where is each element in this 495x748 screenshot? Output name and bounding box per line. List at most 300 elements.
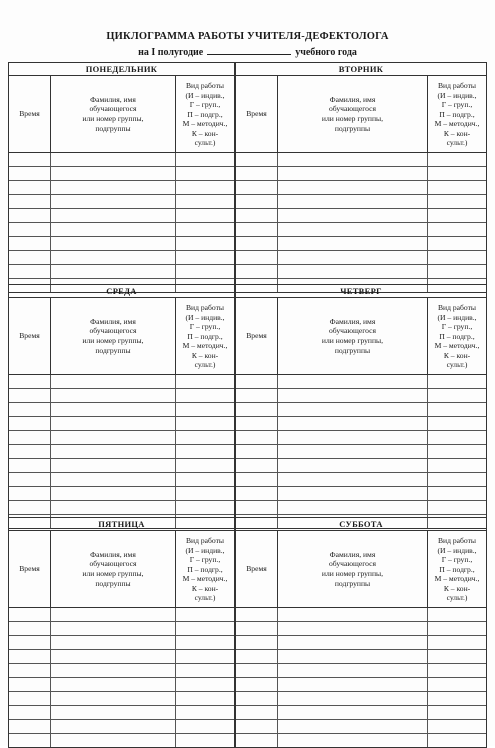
table-row <box>236 720 486 734</box>
header-text-line: К – кон- <box>443 583 471 593</box>
empty-cell[interactable] <box>428 622 486 635</box>
header-text-line: сульт.) <box>446 593 468 603</box>
day-title-friday: ПЯТНИЦА <box>9 518 234 531</box>
empty-cell[interactable] <box>176 501 234 514</box>
empty-cell[interactable] <box>428 445 486 458</box>
empty-cell[interactable] <box>9 706 51 719</box>
empty-cell[interactable] <box>176 251 234 264</box>
column-header-time: Время <box>9 76 51 152</box>
empty-cell[interactable] <box>51 375 176 388</box>
empty-cell[interactable] <box>278 501 428 514</box>
empty-cell[interactable] <box>51 692 176 705</box>
empty-cell[interactable] <box>236 237 278 250</box>
table-row <box>236 706 486 720</box>
table-row <box>9 664 234 678</box>
empty-cell[interactable] <box>176 459 234 472</box>
empty-cell[interactable] <box>176 195 234 208</box>
empty-cell[interactable] <box>236 181 278 194</box>
column-header-time: Время <box>236 76 278 152</box>
day-title-thursday: ЧЕТВЕРГ <box>236 285 486 298</box>
header-text-line: Вид работы <box>437 302 477 312</box>
header-text-line: Вид работы <box>185 535 225 545</box>
empty-cell[interactable] <box>278 265 428 278</box>
empty-cell[interactable] <box>9 431 51 444</box>
day-title-tuesday: ВТОРНИК <box>236 63 486 76</box>
header-text-line: Вид работы <box>437 80 477 90</box>
empty-cell[interactable] <box>278 153 428 166</box>
empty-cell[interactable] <box>9 389 51 402</box>
table-row <box>236 445 486 459</box>
empty-cell[interactable] <box>51 636 176 649</box>
table-row <box>9 636 234 650</box>
empty-cell[interactable] <box>278 417 428 430</box>
table-row <box>9 265 234 279</box>
empty-cell[interactable] <box>236 734 278 747</box>
column-header-time: Время <box>9 531 51 607</box>
empty-cell[interactable] <box>428 181 486 194</box>
empty-cell[interactable] <box>176 237 234 250</box>
table-row <box>236 431 486 445</box>
empty-cell[interactable] <box>236 459 278 472</box>
empty-cell[interactable] <box>51 195 176 208</box>
empty-cell[interactable] <box>51 650 176 663</box>
header-text-line: П – подгр., <box>187 331 223 341</box>
table-row <box>236 195 486 209</box>
subtitle-suffix: учебного года <box>295 47 357 58</box>
column-header-name <box>278 76 428 152</box>
table-row <box>9 678 234 692</box>
empty-cell[interactable] <box>176 608 234 621</box>
empty-cell[interactable] <box>278 375 428 388</box>
empty-cell[interactable] <box>236 209 278 222</box>
header-text-line: сульт.) <box>194 138 216 148</box>
empty-cell[interactable] <box>278 636 428 649</box>
empty-cell[interactable] <box>51 734 176 747</box>
empty-cell[interactable] <box>9 251 51 264</box>
header-text-line: М – методич., <box>182 574 228 584</box>
table-row <box>236 650 486 664</box>
day-block-thursday <box>235 284 487 529</box>
header-text-line: Фамилия, имя <box>90 316 136 326</box>
header-text-line: подгруппы <box>334 345 371 355</box>
empty-cell[interactable] <box>9 265 51 278</box>
empty-cell[interactable] <box>428 501 486 514</box>
empty-cell[interactable] <box>51 209 176 222</box>
table-header <box>236 531 486 608</box>
year-blank-line[interactable] <box>207 45 291 55</box>
empty-cell[interactable] <box>176 223 234 236</box>
empty-cell[interactable] <box>9 487 51 500</box>
empty-cell[interactable] <box>428 251 486 264</box>
empty-cell[interactable] <box>278 622 428 635</box>
table-row <box>9 487 234 501</box>
header-text-line: сульт.) <box>194 593 216 603</box>
table-row <box>236 692 486 706</box>
empty-cell[interactable] <box>278 431 428 444</box>
empty-cell[interactable] <box>9 692 51 705</box>
empty-cell[interactable] <box>9 375 51 388</box>
empty-cell[interactable] <box>278 487 428 500</box>
empty-cell[interactable] <box>236 223 278 236</box>
empty-cell[interactable] <box>236 431 278 444</box>
empty-cell[interactable] <box>51 608 176 621</box>
empty-cell[interactable] <box>278 223 428 236</box>
empty-cell[interactable] <box>236 251 278 264</box>
table-row <box>236 167 486 181</box>
table-row <box>236 622 486 636</box>
document-title: ЦИКЛОГРАММА РАБОТЫ УЧИТЕЛЯ-ДЕФЕКТОЛОГА <box>106 31 389 42</box>
empty-cell[interactable] <box>9 650 51 663</box>
empty-cell[interactable] <box>278 181 428 194</box>
header-text-line: М – методич., <box>434 574 480 584</box>
empty-cell[interactable] <box>236 265 278 278</box>
empty-cell[interactable] <box>236 167 278 180</box>
empty-cell[interactable] <box>428 487 486 500</box>
empty-cell[interactable] <box>176 181 234 194</box>
header-text-line: Г – груп., <box>441 322 473 332</box>
table-row <box>9 403 234 417</box>
empty-cell[interactable] <box>278 734 428 747</box>
table-row <box>9 734 234 747</box>
empty-cell[interactable] <box>9 445 51 458</box>
table-row <box>9 459 234 473</box>
empty-cell[interactable] <box>51 181 176 194</box>
table-row <box>236 487 486 501</box>
header-text-line: обучающегося <box>89 326 137 336</box>
empty-cell[interactable] <box>278 403 428 416</box>
table-row <box>236 389 486 403</box>
column-header-name <box>51 531 176 607</box>
empty-cell[interactable] <box>176 445 234 458</box>
table-body <box>9 153 234 292</box>
header-text-line: или номер группы, <box>82 569 144 578</box>
table-row <box>236 417 486 431</box>
empty-cell[interactable] <box>176 167 234 180</box>
empty-cell[interactable] <box>428 389 486 402</box>
header-text-line: Г – груп., <box>441 555 473 565</box>
empty-cell[interactable] <box>176 473 234 486</box>
table-row <box>236 375 486 389</box>
empty-cell[interactable] <box>176 389 234 402</box>
week-section <box>8 284 487 517</box>
empty-cell[interactable] <box>236 389 278 402</box>
table-row <box>9 237 234 251</box>
column-header-work-type <box>428 531 486 607</box>
empty-cell[interactable] <box>176 265 234 278</box>
empty-cell[interactable] <box>236 720 278 733</box>
empty-cell[interactable] <box>51 622 176 635</box>
header-text-line: П – подгр., <box>439 331 475 341</box>
column-header-time: Время <box>236 531 278 607</box>
table-row <box>9 251 234 265</box>
empty-cell[interactable] <box>51 153 176 166</box>
header-text-line: или номер группы, <box>321 336 384 345</box>
empty-cell[interactable] <box>278 167 428 180</box>
empty-cell[interactable] <box>236 501 278 514</box>
empty-cell[interactable] <box>428 706 486 719</box>
empty-cell[interactable] <box>428 195 486 208</box>
empty-cell[interactable] <box>176 678 234 691</box>
empty-cell[interactable] <box>236 153 278 166</box>
day-block-wednesday <box>8 284 235 529</box>
empty-cell[interactable] <box>428 223 486 236</box>
empty-cell[interactable] <box>428 403 486 416</box>
column-header-name <box>51 298 176 374</box>
empty-cell[interactable] <box>428 473 486 486</box>
empty-cell[interactable] <box>428 459 486 472</box>
empty-cell[interactable] <box>9 720 51 733</box>
empty-cell[interactable] <box>278 706 428 719</box>
table-row <box>9 153 234 167</box>
empty-cell[interactable] <box>236 636 278 649</box>
empty-cell[interactable] <box>176 209 234 222</box>
empty-cell[interactable] <box>428 650 486 663</box>
day-block-friday <box>8 517 235 748</box>
empty-cell[interactable] <box>176 720 234 733</box>
empty-cell[interactable] <box>176 622 234 635</box>
table-body <box>236 375 486 528</box>
empty-cell[interactable] <box>176 417 234 430</box>
empty-cell[interactable] <box>278 650 428 663</box>
empty-cell[interactable] <box>9 678 51 691</box>
empty-cell[interactable] <box>278 445 428 458</box>
empty-cell[interactable] <box>51 459 176 472</box>
empty-cell[interactable] <box>9 473 51 486</box>
empty-cell[interactable] <box>51 431 176 444</box>
empty-cell[interactable] <box>176 734 234 747</box>
header-text-line: подгруппы <box>95 123 131 133</box>
table-row <box>9 223 234 237</box>
header-text-line: П – подгр., <box>187 564 223 574</box>
empty-cell[interactable] <box>9 181 51 194</box>
empty-cell[interactable] <box>428 678 486 691</box>
empty-cell[interactable] <box>278 692 428 705</box>
table-row <box>236 501 486 515</box>
header-text-line: Вид работы <box>437 535 477 545</box>
empty-cell[interactable] <box>9 622 51 635</box>
day-title-saturday: СУББОТА <box>236 518 486 531</box>
header-text-line: Фамилия, имя <box>329 316 376 326</box>
column-header-name <box>51 76 176 152</box>
column-header-work-type <box>176 298 234 374</box>
header-text-line: подгруппы <box>95 345 131 355</box>
header-text-line: сульт.) <box>194 360 216 370</box>
table-row <box>9 181 234 195</box>
empty-cell[interactable] <box>176 431 234 444</box>
table-header <box>236 298 486 375</box>
empty-cell[interactable] <box>428 692 486 705</box>
header-text-line: К – кон- <box>443 350 471 360</box>
table-body <box>236 153 486 292</box>
empty-cell[interactable] <box>428 664 486 677</box>
table-row <box>9 608 234 622</box>
empty-cell[interactable] <box>236 608 278 621</box>
empty-cell[interactable] <box>428 265 486 278</box>
table-row <box>236 153 486 167</box>
table-header <box>9 531 234 608</box>
day-title-wednesday: СРЕДА <box>9 285 234 298</box>
header-text-line: или номер группы, <box>321 569 384 578</box>
empty-cell[interactable] <box>278 459 428 472</box>
header-text-line: обучающегося <box>328 104 376 114</box>
table-row <box>9 431 234 445</box>
empty-cell[interactable] <box>51 664 176 677</box>
table-row <box>9 375 234 389</box>
header-text-line: М – методич., <box>434 341 480 351</box>
empty-cell[interactable] <box>9 734 51 747</box>
table-row <box>9 167 234 181</box>
empty-cell[interactable] <box>51 403 176 416</box>
header-text-line: подгруппы <box>95 578 131 588</box>
table-row <box>236 664 486 678</box>
header-text-line: К – кон- <box>191 350 219 360</box>
table-row <box>9 473 234 487</box>
empty-cell[interactable] <box>278 473 428 486</box>
empty-cell[interactable] <box>9 664 51 677</box>
empty-cell[interactable] <box>176 664 234 677</box>
empty-cell[interactable] <box>51 473 176 486</box>
empty-cell[interactable] <box>51 501 176 514</box>
empty-cell[interactable] <box>236 664 278 677</box>
empty-cell[interactable] <box>51 487 176 500</box>
empty-cell[interactable] <box>51 167 176 180</box>
header-text-line: или номер группы, <box>82 336 144 345</box>
column-header-work-type <box>176 76 234 152</box>
table-row <box>9 720 234 734</box>
empty-cell[interactable] <box>428 153 486 166</box>
table-row <box>9 692 234 706</box>
header-text-line: Г – груп., <box>189 100 221 110</box>
table-row <box>236 237 486 251</box>
empty-cell[interactable] <box>51 417 176 430</box>
header-text-line: К – кон- <box>191 128 219 138</box>
empty-cell[interactable] <box>236 706 278 719</box>
header-text-line: или номер группы, <box>321 114 384 123</box>
table-row <box>9 195 234 209</box>
table-row <box>236 473 486 487</box>
empty-cell[interactable] <box>176 375 234 388</box>
empty-cell[interactable] <box>9 237 51 250</box>
empty-cell[interactable] <box>236 650 278 663</box>
empty-cell[interactable] <box>9 459 51 472</box>
empty-cell[interactable] <box>51 223 176 236</box>
subtitle-prefix: на I полугодие <box>138 47 204 58</box>
empty-cell[interactable] <box>9 195 51 208</box>
empty-cell[interactable] <box>51 678 176 691</box>
header-text-line: подгруппы <box>334 123 371 133</box>
table-row <box>236 223 486 237</box>
table-row <box>236 734 486 747</box>
empty-cell[interactable] <box>428 734 486 747</box>
empty-cell[interactable] <box>236 445 278 458</box>
empty-cell[interactable] <box>278 608 428 621</box>
empty-cell[interactable] <box>9 636 51 649</box>
table-row <box>236 209 486 223</box>
day-block-tuesday <box>235 62 487 293</box>
empty-cell[interactable] <box>9 417 51 430</box>
empty-cell[interactable] <box>236 195 278 208</box>
empty-cell[interactable] <box>9 608 51 621</box>
empty-cell[interactable] <box>428 167 486 180</box>
empty-cell[interactable] <box>428 375 486 388</box>
empty-cell[interactable] <box>176 650 234 663</box>
empty-cell[interactable] <box>236 678 278 691</box>
empty-cell[interactable] <box>236 622 278 635</box>
empty-cell[interactable] <box>278 720 428 733</box>
empty-cell[interactable] <box>428 237 486 250</box>
empty-cell[interactable] <box>51 389 176 402</box>
table-row <box>9 389 234 403</box>
header-text-line: Вид работы <box>185 80 225 90</box>
empty-cell[interactable] <box>236 473 278 486</box>
empty-cell[interactable] <box>51 237 176 250</box>
empty-cell[interactable] <box>428 417 486 430</box>
empty-cell[interactable] <box>278 237 428 250</box>
empty-cell[interactable] <box>428 608 486 621</box>
empty-cell[interactable] <box>9 153 51 166</box>
table-row <box>236 181 486 195</box>
empty-cell[interactable] <box>428 636 486 649</box>
empty-cell[interactable] <box>428 431 486 444</box>
header-text-line: подгруппы <box>334 578 371 588</box>
header-text-line: (И – индив., <box>185 90 225 100</box>
header-text-line: К – кон- <box>443 128 471 138</box>
empty-cell[interactable] <box>9 209 51 222</box>
empty-cell[interactable] <box>51 706 176 719</box>
empty-cell[interactable] <box>9 223 51 236</box>
table-header <box>9 76 234 153</box>
empty-cell[interactable] <box>176 153 234 166</box>
header-text-line: М – методич., <box>182 341 228 351</box>
empty-cell[interactable] <box>428 720 486 733</box>
table-header <box>9 298 234 375</box>
empty-cell[interactable] <box>176 487 234 500</box>
empty-cell[interactable] <box>51 445 176 458</box>
table-header <box>236 76 486 153</box>
empty-cell[interactable] <box>428 209 486 222</box>
empty-cell[interactable] <box>176 403 234 416</box>
header-text-line: Фамилия, имя <box>90 94 136 104</box>
empty-cell[interactable] <box>236 403 278 416</box>
empty-cell[interactable] <box>51 720 176 733</box>
empty-cell[interactable] <box>278 678 428 691</box>
empty-cell[interactable] <box>236 487 278 500</box>
table-row <box>9 417 234 431</box>
empty-cell[interactable] <box>51 251 176 264</box>
header-text-line: обучающегося <box>89 559 137 569</box>
empty-cell[interactable] <box>9 167 51 180</box>
empty-cell[interactable] <box>176 706 234 719</box>
day-block-saturday <box>235 517 487 748</box>
empty-cell[interactable] <box>176 692 234 705</box>
empty-cell[interactable] <box>278 389 428 402</box>
empty-cell[interactable] <box>278 664 428 677</box>
empty-cell[interactable] <box>278 195 428 208</box>
empty-cell[interactable] <box>236 375 278 388</box>
empty-cell[interactable] <box>236 417 278 430</box>
header-text-line: (И – индив., <box>185 545 225 555</box>
empty-cell[interactable] <box>51 265 176 278</box>
empty-cell[interactable] <box>278 251 428 264</box>
table-row <box>236 608 486 622</box>
empty-cell[interactable] <box>9 403 51 416</box>
empty-cell[interactable] <box>236 692 278 705</box>
header-text-line: Г – груп., <box>189 555 221 565</box>
column-header-time: Время <box>9 298 51 374</box>
empty-cell[interactable] <box>9 501 51 514</box>
empty-cell[interactable] <box>278 209 428 222</box>
empty-cell[interactable] <box>176 636 234 649</box>
